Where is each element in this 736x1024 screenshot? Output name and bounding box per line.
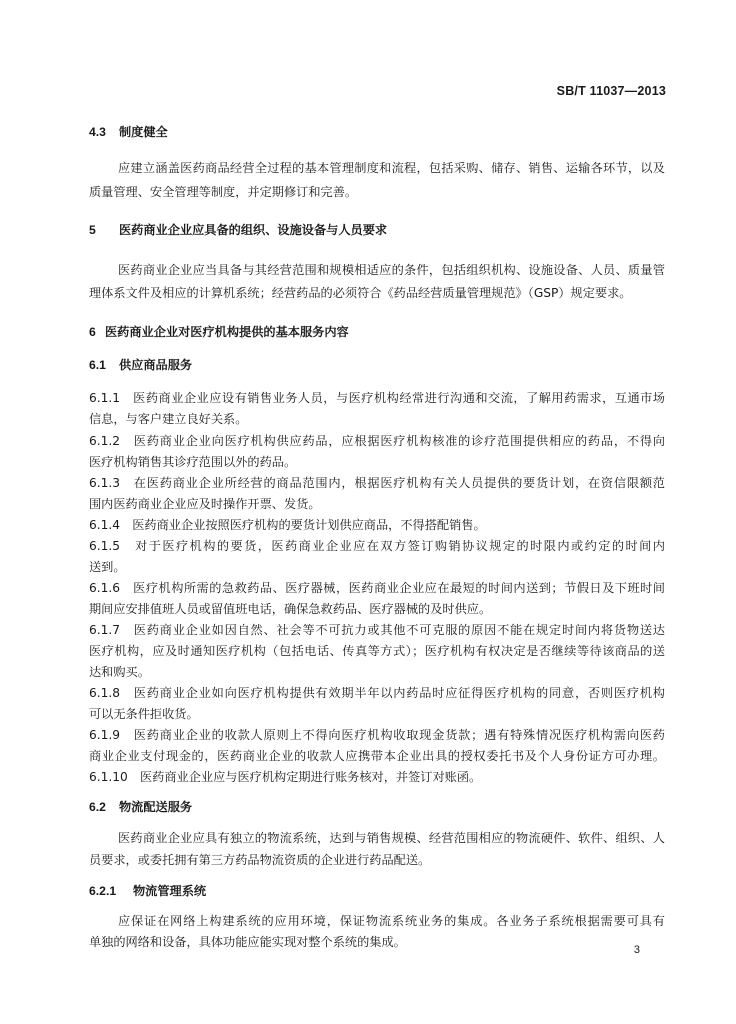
clause-6-1-8: 6.1.8 医药商业企业如向医疗机构提供有效期半年以内药品时应征得医疗机构的同意，否则医疗机构 (89, 686, 665, 700)
paragraph-line: 应保证在网络上构建系统的应用环境，保证物流系统业务的集成。各业务子系统根据需要可具有 (118, 914, 665, 928)
section-6-heading (89, 324, 349, 340)
standard-code: SB/T 11037—2013 (556, 84, 666, 98)
clause-6-1-5-cont: 送到。 (89, 560, 126, 574)
section-number: 6.1 (89, 358, 106, 372)
clause-6-1-7: 6.1.7 医药商业企业如因自然、社会等不可抗力或其他不可克服的原因不能在规定时间内将货物送达 (89, 623, 665, 637)
section-6-2-1-heading (89, 883, 206, 899)
clause-6-1-6: 6.1.6 医疗机构所需的急救药品、医疗器械，医药商业企业应在最短的时间内送到；节假日及下班时间 (89, 581, 665, 595)
paragraph-line: 质量管理、安全管理等制度，并定期修订和完善。 (89, 185, 358, 199)
paragraph-line: 员要求，或委托拥有第三方药品物流资质的企业进行药品配送。 (89, 853, 431, 867)
clause-6-1-1: 6.1.1 医药商业企业应设有销售业务人员，与医疗机构经常进行沟通和交流，了解用药需求，互通市场 (89, 391, 665, 405)
section-number: 5 (89, 223, 96, 237)
section-number: 6.2 (89, 800, 106, 814)
section-title: 供应商品服务 (119, 358, 193, 372)
clause-6-1-5: 6.1.5 对于医疗机构的要货，医药商业企业应在双方签订购销协议规定的时限内或约定的时间内 (89, 539, 665, 553)
section-5-heading (89, 222, 387, 238)
clause-6-1-3: 6.1.3 在医药商业企业所经营的商品范围内，根据医疗机构有关人员提供的要货计划，在资信限额范 (89, 476, 665, 490)
section-title: 物流管理系统 (133, 884, 207, 898)
clause-6-1-3-cont: 围内医药商业企业应及时操作开票、发货。 (89, 497, 321, 511)
page-number: 3 (633, 944, 640, 956)
paragraph-line: 医药商业企业应具有独立的物流系统，达到与销售规模、经营范围相应的物流硬件、软件、组织、人 (118, 831, 665, 845)
paragraph-line: 理体系文件及相应的计算机系统；经营药品的必须符合《药品经营质量管理规范》（GSP）规定要求。 (89, 286, 632, 300)
clause-6-1-9: 6.1.9 医药商业企业的收款人原则上不得向医疗机构收取现金货款；遇有特殊情况医疗机构需向医药 (89, 728, 665, 742)
paragraph-line: 单独的网络和设备，具体功能应能实现对整个系统的集成。 (89, 935, 406, 949)
clause-6-1-7-cont: 达和购买。 (89, 665, 150, 679)
section-number: 6.2.1 (89, 884, 117, 898)
section-title: 制度健全 (119, 125, 168, 139)
clause-6-1-7-cont: 医疗机构，应及时通知医疗机构（包括电话、传真等方式）；医疗机构有权决定是否继续等待该商品的送 (89, 644, 665, 658)
clause-6-1-2-cont: 医疗机构销售其诊疗范围以外的药品。 (89, 455, 297, 469)
clause-6-1-1-cont: 信息，与客户建立良好关系。 (89, 412, 248, 426)
section-4-3-heading (89, 124, 168, 140)
clause-6-1-9-cont: 商业企业支付现金的，医药商业企业的收款人应携带本企业出具的授权委托书及个人身份证方可办理。 (89, 749, 665, 763)
clause-6-1-4: 6.1.4 医药商业企业按照医疗机构的要货计划供应商品，不得搭配销售。 (89, 518, 486, 532)
section-number: 6 (89, 325, 96, 339)
paragraph-line: 医药商业企业应当具备与其经营范围和规模相适应的条件，包括组织机构、设施设备、人员、质量管 (118, 263, 665, 277)
clause-6-1-6-cont: 期间应安排值班人员或留值班电话，确保急救药品、医疗器械的及时供应。 (89, 602, 492, 616)
section-6-2-heading (89, 799, 192, 815)
section-title: 物流配送服务 (119, 800, 193, 814)
clause-6-1-10: 6.1.10 医药商业企业应与医疗机构定期进行账务核对，并签订对账函。 (89, 770, 482, 784)
section-number: 4.3 (89, 125, 106, 139)
clause-6-1-2: 6.1.2 医药商业企业向医疗机构供应药品，应根据医疗机构核准的诊疗范围提供相应的药品，不得向 (89, 434, 665, 448)
section-title: 医药商业企业应具备的组织、设施设备与人员要求 (119, 223, 388, 237)
clause-6-1-8-cont: 可以无条件拒收货。 (89, 707, 199, 721)
section-6-1-heading (89, 357, 192, 373)
paragraph-line: 应建立涵盖医药商品经营全过程的基本管理制度和流程，包括采购、储存、销售、运输各环节，以及 (118, 161, 665, 175)
section-title: 医药商业企业对医疗机构提供的基本服务内容 (105, 325, 349, 339)
